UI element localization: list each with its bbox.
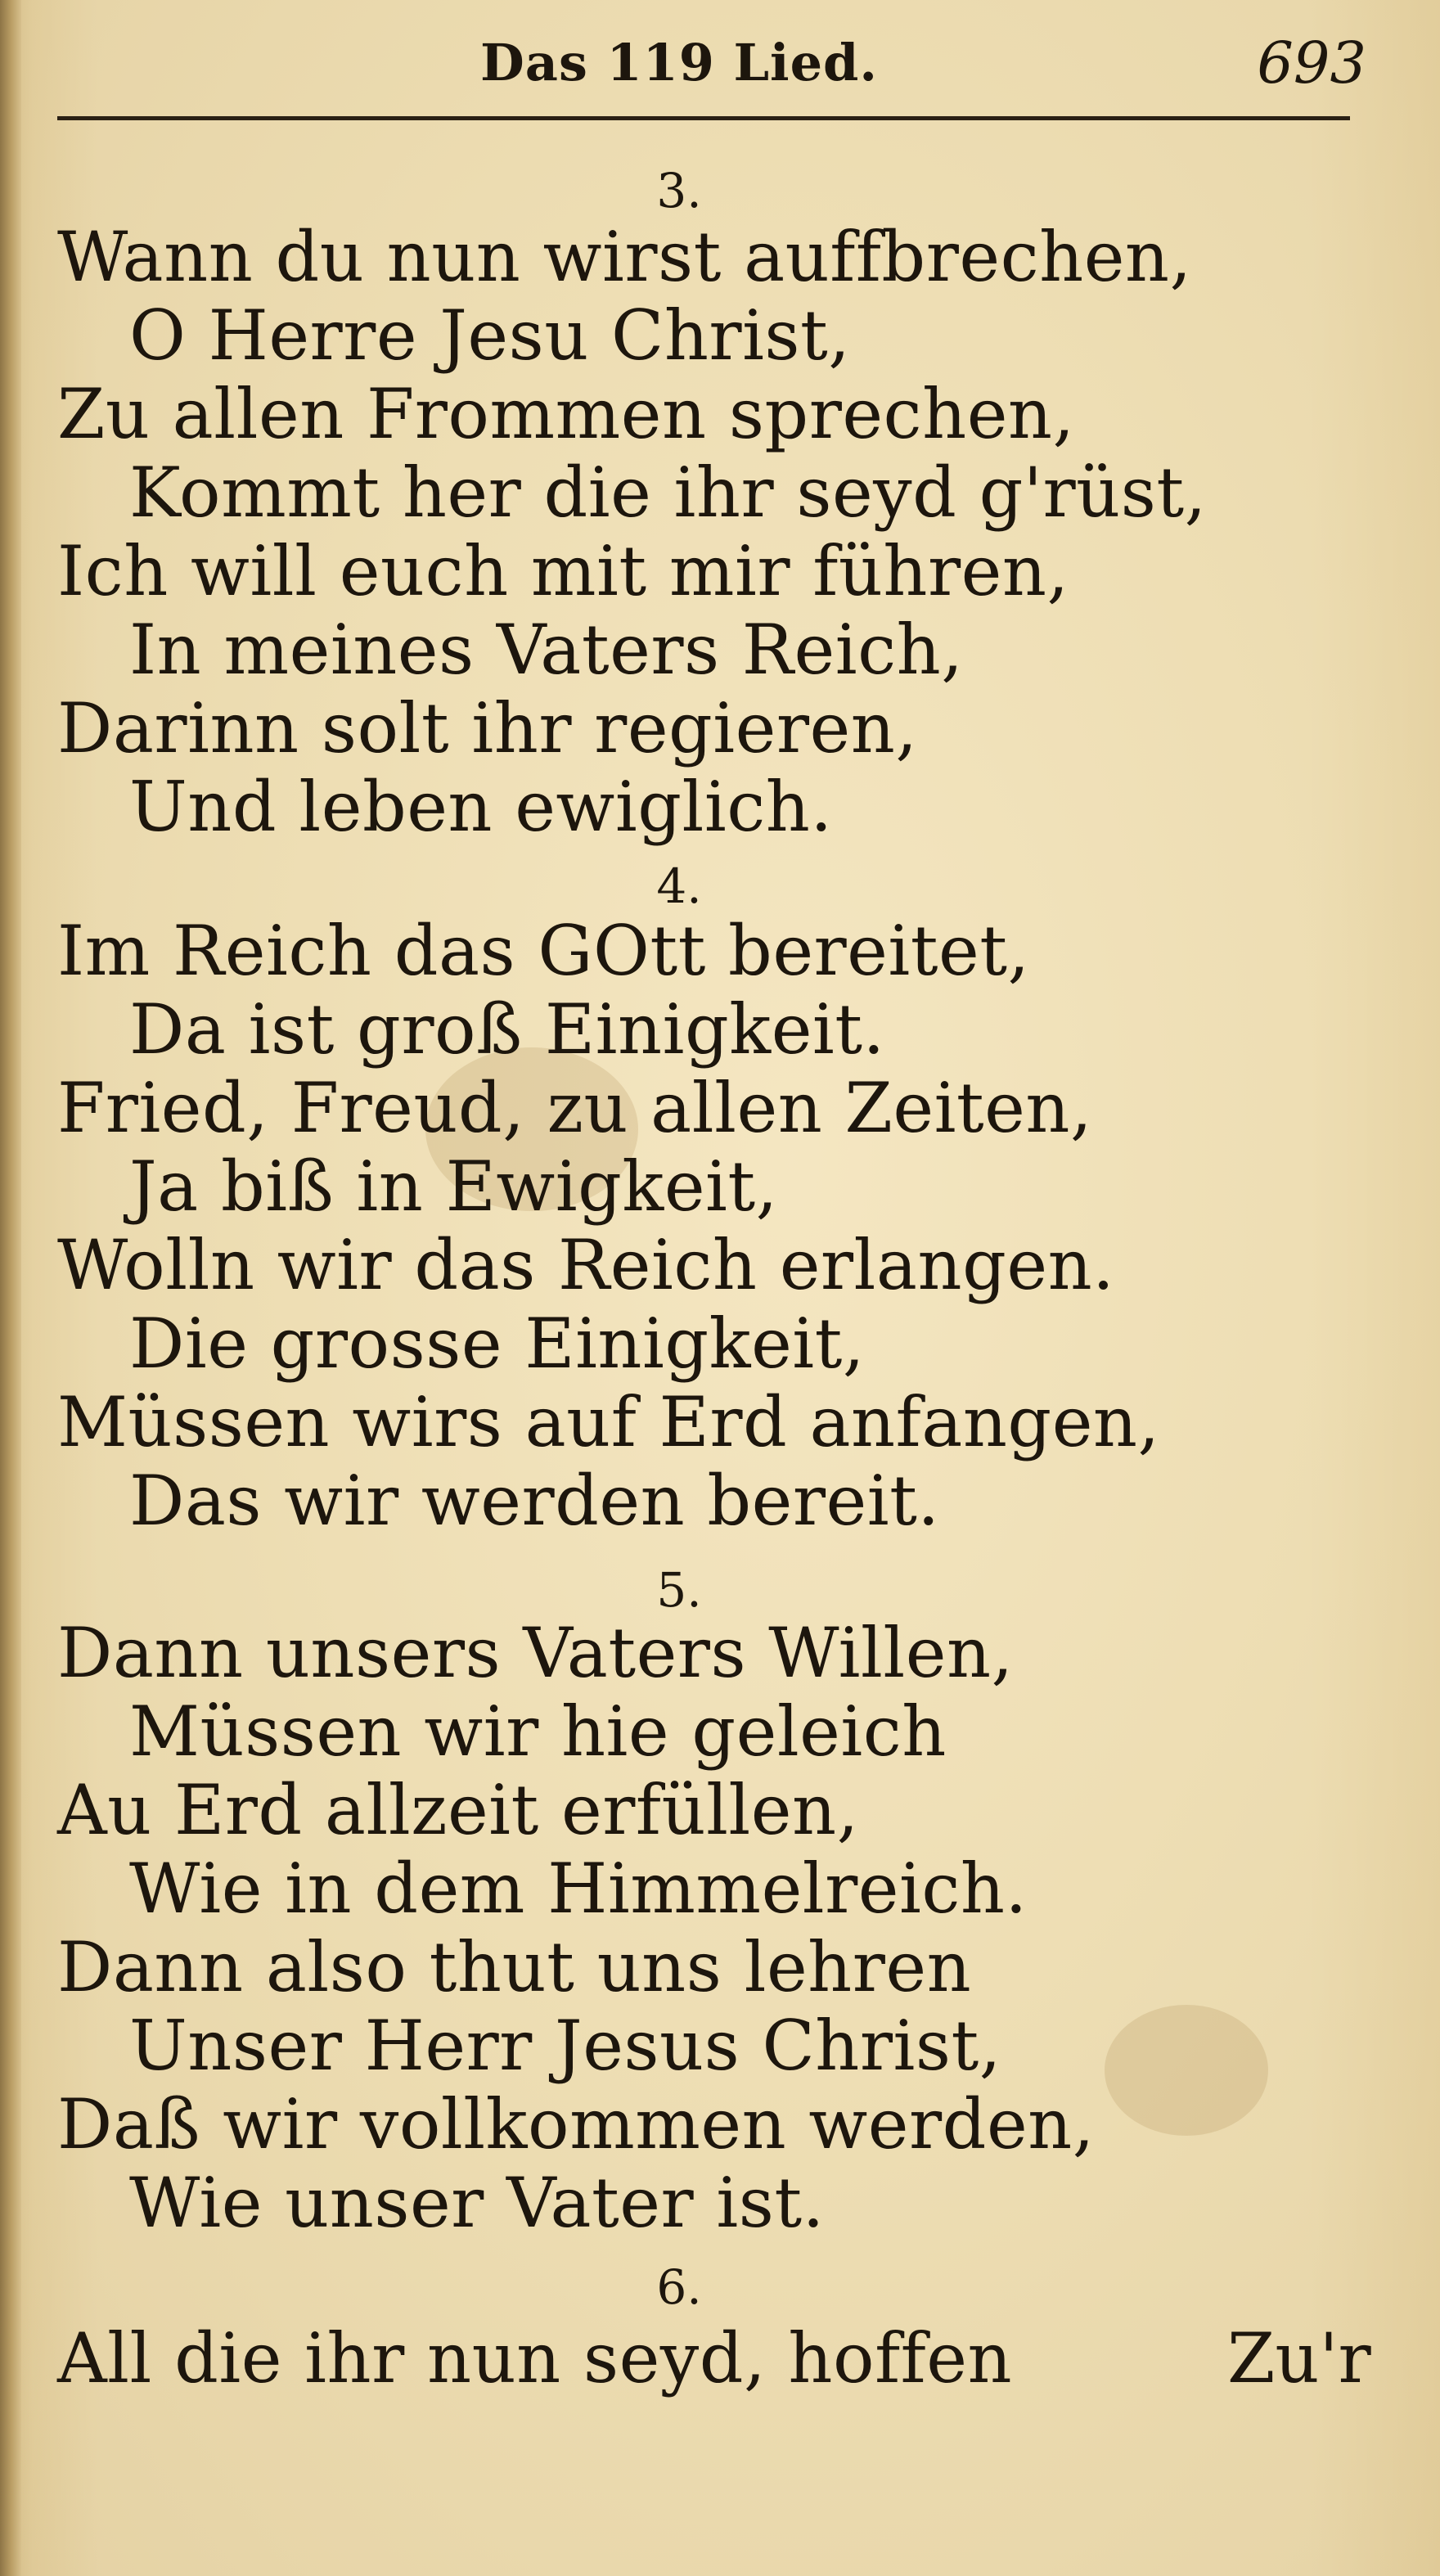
verse-line: Fried, Freud, zu allen Zeiten,: [57, 1068, 1093, 1148]
verse-line: Darinn solt ihr regieren,: [57, 688, 918, 768]
stanza-number: 3.: [656, 163, 702, 218]
verse-line: Da ist groß Einigkeit.: [129, 989, 885, 1070]
verse-line: Wie unser Vater ist.: [129, 2163, 825, 2243]
verse-line: Müssen wir hie geleich: [129, 1691, 947, 1772]
paper-stain: [1105, 2005, 1268, 2136]
header-rule: [57, 116, 1350, 120]
verse-line: Dann also thut uns lehren: [57, 1927, 972, 2007]
verse-line: Au Erd allzeit erfüllen,: [57, 1770, 859, 1850]
verse-line: Unser Herr Jesus Christ,: [129, 2006, 1001, 2086]
verse-line: O Herre Jesu Christ,: [129, 295, 851, 376]
verse-line: Kommt her die ihr seyd g'rüst,: [129, 453, 1207, 533]
stanza-number: 4.: [656, 858, 702, 914]
verse-line: Wolln wir das Reich erlangen.: [57, 1225, 1115, 1305]
page-header: [57, 23, 1366, 97]
verse-line: Zu allen Frommen sprechen,: [57, 374, 1075, 454]
verse-line: In meines Vaters Reich,: [129, 610, 964, 690]
stanza-number: 6.: [656, 2259, 702, 2315]
page-number: 693: [1257, 29, 1366, 97]
catchword: Zu'r: [1227, 2318, 1371, 2398]
verse-line: All die ihr nun seyd, hoffen: [57, 2318, 1013, 2398]
verse-line: Daß wir vollkommen werden,: [57, 2084, 1095, 2164]
verse-line: Müssen wirs auf Erd anfangen,: [57, 1382, 1160, 1462]
verse-line: Und leben ewiglich.: [129, 767, 833, 847]
verse-line: Dann unsers Vaters Willen,: [57, 1613, 1014, 1693]
book-gutter: [0, 0, 21, 2576]
verse-line: Ja biß in Ewigkeit,: [129, 1146, 778, 1227]
verse-line: Das wir werden bereit.: [129, 1461, 940, 1541]
verse-line: Ich will euch mit mir führen,: [57, 531, 1069, 611]
running-title: Das 119 Lied.: [480, 33, 878, 92]
verse-line: Wann du nun wirst auffbrechen,: [57, 217, 1192, 297]
stanza-number: 5.: [656, 1562, 702, 1618]
verse-line: Die grosse Einigkeit,: [129, 1304, 866, 1384]
verse-line: Im Reich das GOtt bereitet,: [57, 911, 1030, 991]
verse-line: Wie in dem Himmelreich.: [129, 1849, 1028, 1929]
